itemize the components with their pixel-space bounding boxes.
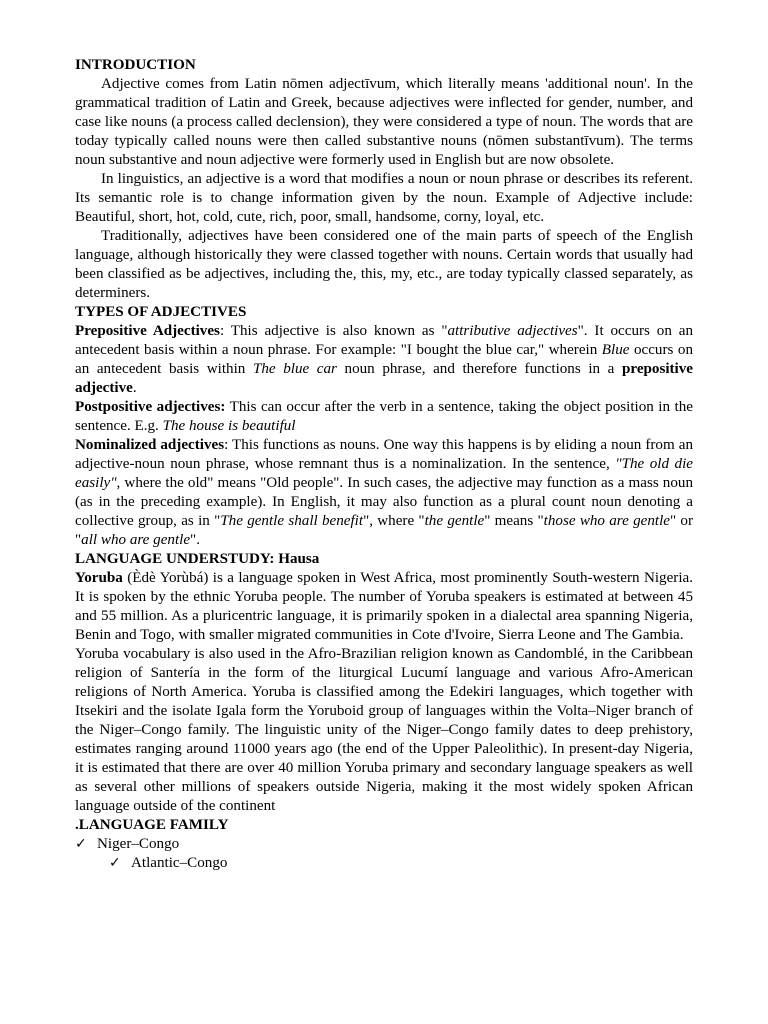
nominalized-italic-1: "The old die easily" bbox=[75, 456, 693, 491]
nominalized-text-4: " means " bbox=[484, 513, 544, 529]
prepositive-bold-term: prepositive adjective bbox=[75, 361, 693, 396]
list-item-label: Niger–Congo bbox=[97, 836, 180, 852]
nominalized-italic-5: all who are gentle bbox=[81, 532, 191, 548]
nominalized-text-2: , where the old" means "Old people". In such cases, the adjective may function as a mass noun (as in the preceding example). In English, it may also function as a plural count noun denoting a collective group, as in " bbox=[75, 475, 693, 529]
prepositive-text-2: ". It occurs on an antecedent basis within a noun phrase. For example: "I bought the blue car," wherein bbox=[75, 323, 693, 358]
types-heading: TYPES OF ADJECTIVES bbox=[75, 304, 247, 320]
postpositive-paragraph bbox=[75, 398, 693, 436]
prepositive-text-4: noun phrase, and therefore functions in a bbox=[336, 361, 622, 377]
list-item bbox=[75, 835, 693, 854]
language-understudy-heading: LANGUAGE UNDERSTUDY: Hausa bbox=[75, 551, 320, 567]
nominalized-italic-3: the gentle bbox=[424, 513, 485, 529]
yoruba-term: Yoruba bbox=[75, 570, 123, 586]
checkmark-icon: ✓ bbox=[109, 855, 121, 871]
prepositive-italic-2: Blue bbox=[601, 342, 630, 358]
yoruba-paragraph-2: Yoruba vocabulary is also used in the Afro-Brazilian religion known as Candomblé, in the Caribbean religion of Santería in the form of the liturgical Lucumí language and various Afro-American religions of North America. Yoruba is classified among the Edekiri languages, which together with Itsekiri and the isolate Igala form the Yoruboid group of languages within the Volta–Niger branch of the Niger–Congo family. The linguistic unity of the Niger–Congo family dates to deep prehistory, estimates ranging around 11000 years ago (the end of the Upper Paleolithic). In present-day Nigeria, it is estimated that there are over 40 million Yoruba primary and secondary language speakers as well as several other millions of speakers outside Nigeria, making it the most widely spoken African language outside of the continent bbox=[75, 646, 693, 814]
yoruba-text-1: (Èdè Yorùbá) is a language spoken in West Africa, most prominently South-western Nigeria. It is spoken by the ethnic Yoruba people. The number of Yoruba speakers is estimated at between 45 and 55 million. As a pluricentric language, it is primarily spoken in a dialectal area spanning Nigeria, Benin and Togo, with smaller migrated communities in Cote d'Ivoire, Sierra Leone and The Gambia. bbox=[75, 570, 693, 643]
nominalized-italic-2: The gentle shall benefit bbox=[220, 513, 364, 529]
checkmark-icon: ✓ bbox=[75, 836, 87, 852]
nominalized-paragraph bbox=[75, 436, 693, 550]
list-item-label: Atlantic–Congo bbox=[131, 855, 228, 871]
document-page bbox=[75, 56, 693, 873]
nominalized-text-6: ". bbox=[190, 532, 200, 548]
postpositive-text-1: This can occur after the verb in a sentence, taking the object position in the sentence. E.g. bbox=[75, 399, 693, 434]
nominalized-text-3: ", where " bbox=[363, 513, 425, 529]
nominalized-italic-4: those who are gentle bbox=[543, 513, 670, 529]
list-item bbox=[75, 854, 693, 873]
postpositive-term: Postpositive adjectives: bbox=[75, 399, 226, 415]
prepositive-paragraph bbox=[75, 322, 693, 398]
prepositive-term: Prepositive Adjectives bbox=[75, 323, 220, 339]
nominalized-text-5: " or " bbox=[75, 513, 694, 548]
introduction-heading: INTRODUCTION bbox=[75, 57, 196, 73]
nominalized-text-1: : This functions as nouns. One way this happens is by eliding a noun from an adjective-noun noun phrase, whose remnant thus is a nominalization. In the sentence, bbox=[75, 437, 693, 472]
prepositive-text-3: occurs on an antecedent basis within bbox=[75, 342, 693, 377]
prepositive-italic-3: The blue car bbox=[252, 361, 337, 377]
language-family-heading: .LANGUAGE FAMILY bbox=[75, 817, 229, 833]
intro-paragraph-2: In linguistics, an adjective is a word that modifies a noun or noun phrase or describes its referent. Its semantic role is to change information given by the noun. Example of Adjective include: Beautiful, short, hot, cold, cute, rich, poor, small, handsome, corny, loyal, etc. bbox=[75, 171, 693, 225]
intro-paragraph-1: Adjective comes from Latin nōmen adjectīvum, which literally means 'additional noun'. In the grammatical tradition of Latin and Greek, because adjectives were inflected for gender, number, and case like nouns (a process called declension), they were considered a type of noun. The words that are today typically called nouns were then called substantive nouns (nōmen substantīvum). The terms noun substantive and noun adjective were formerly used in English but are now obsolete. bbox=[75, 76, 693, 168]
yoruba-paragraph-1 bbox=[75, 569, 693, 645]
prepositive-italic-1: attributive adjectives bbox=[447, 323, 578, 339]
prepositive-text-1: : This adjective is also known as " bbox=[219, 323, 448, 339]
intro-paragraph-3: Traditionally, adjectives have been considered one of the main parts of speech of the English language, although historically they were classed together with nouns. Certain words that usually had been classified as be adjectives, including the, this, my, etc., are today typically classed separately, as determiners. bbox=[75, 228, 693, 301]
postpositive-italic-1: The house is beautiful bbox=[162, 418, 296, 434]
nominalized-term: Nominalized adjectives bbox=[75, 437, 225, 453]
language-family-list bbox=[75, 835, 693, 873]
prepositive-text-5: . bbox=[132, 380, 137, 396]
